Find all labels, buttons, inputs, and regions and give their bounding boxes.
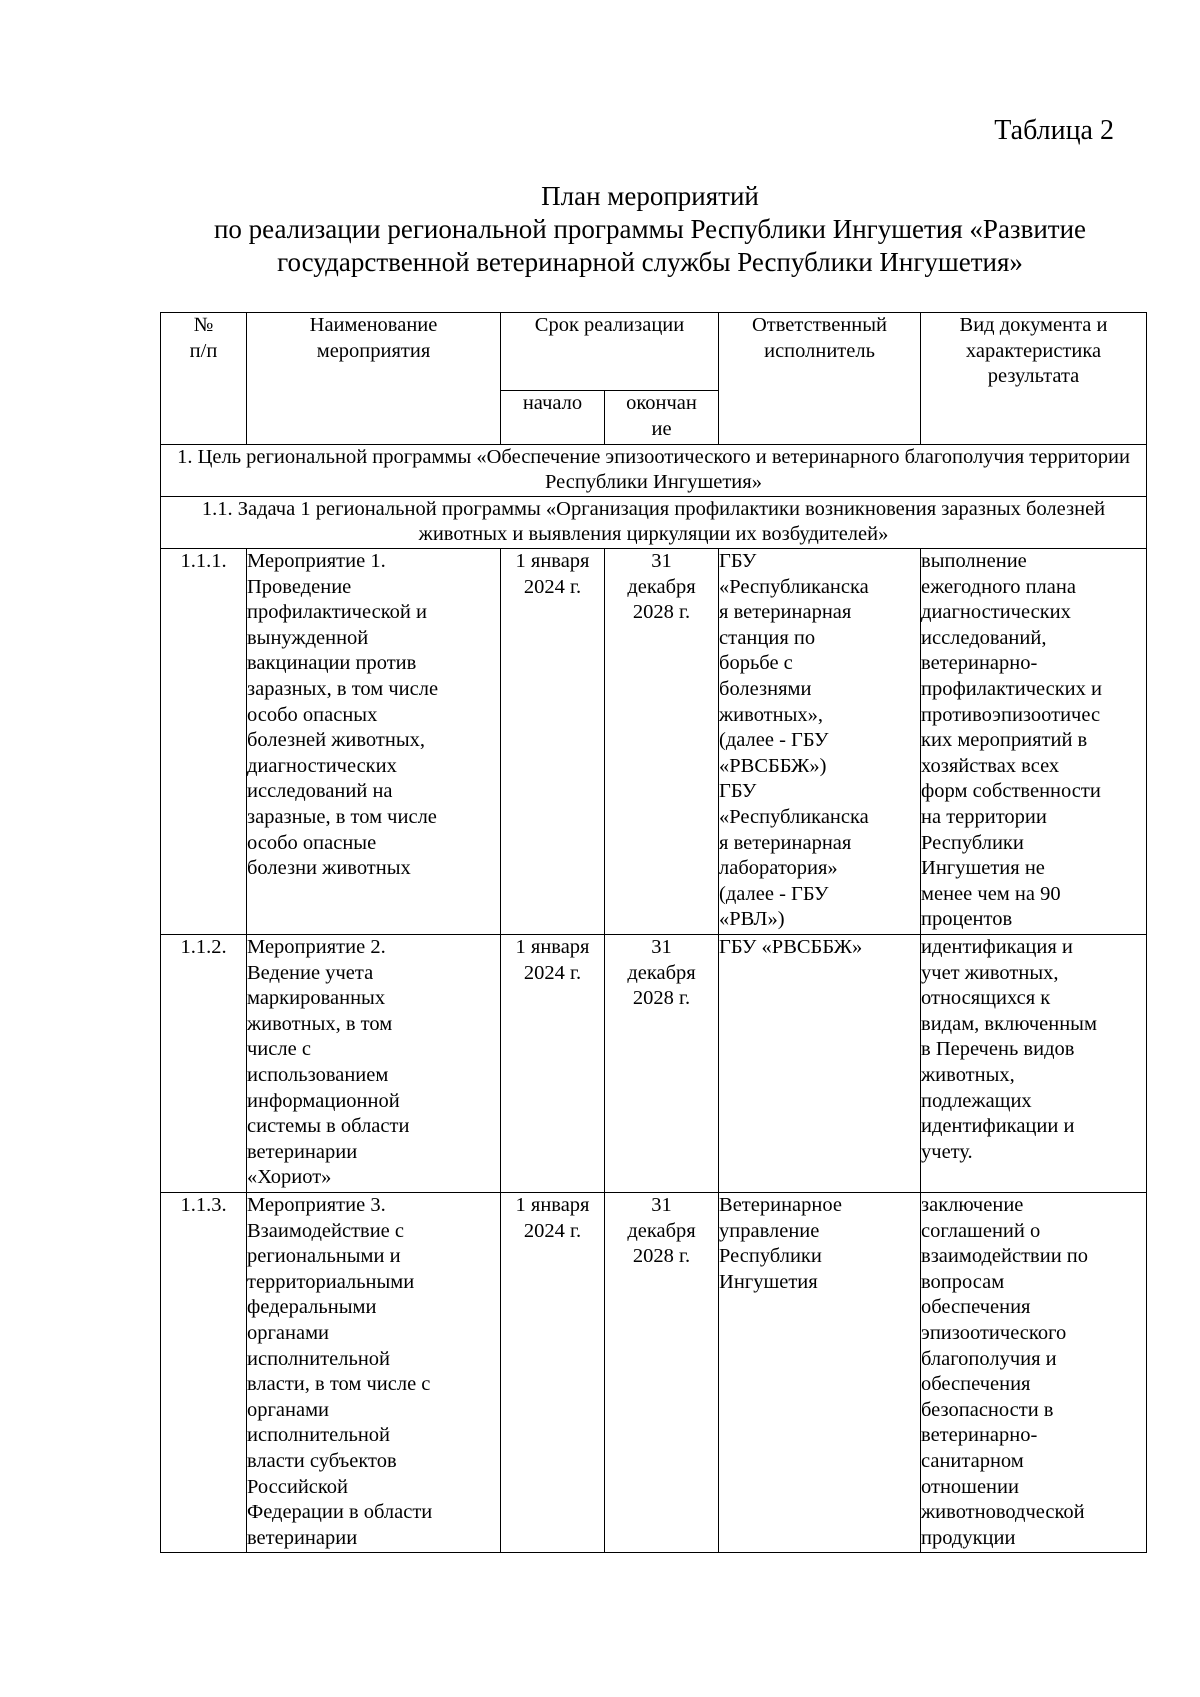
header-period: Срок реализации	[501, 313, 719, 391]
responsible-executor: ГБУ «Республиканска я ветеринарная станция по борьбе с болезнями животных», (далее - ГБУ «РВСББЖ») ГБУ «Республиканска я ветеринарная лаборатория» (далее - ГБУ «РВЛ»)	[719, 549, 921, 935]
header-name: Наименование мероприятия	[247, 313, 501, 445]
start-date: 1 января 2024 г.	[501, 1193, 605, 1553]
result-description: заключение соглашений о взаимодействии по вопросам обеспечения эпизоотического благополучия и обеспечения безопасности в ветеринарно- санитарном отношении животноводческой продукции	[921, 1193, 1147, 1553]
task-text: 1.1. Задача 1 региональной программы «Организация профилактики возникновения заразных болезней животных и выявления циркуляции их возбудителей»	[161, 497, 1147, 549]
goal-row	[161, 445, 1147, 497]
header-document: Вид документа и характеристика результата	[921, 313, 1147, 445]
task-row	[161, 497, 1147, 549]
document-title	[150, 180, 1150, 279]
table-row	[161, 549, 1147, 935]
header-row-top	[161, 313, 1147, 391]
header-executor: Ответственный исполнитель	[719, 313, 921, 445]
header-end: окончан ие	[605, 391, 719, 445]
row-number: 1.1.3.	[161, 1193, 247, 1553]
responsible-executor: Ветеринарное управление Республики Ингушетия	[719, 1193, 921, 1553]
action-plan-table	[160, 312, 1147, 1553]
end-date: 31 декабря 2028 г.	[605, 549, 719, 935]
table-row	[161, 935, 1147, 1193]
table-row	[161, 1193, 1147, 1553]
table-number-label: Таблица 2	[994, 115, 1114, 146]
start-date: 1 января 2024 г.	[501, 935, 605, 1193]
row-number: 1.1.2.	[161, 935, 247, 1193]
responsible-executor: ГБУ «РВСББЖ»	[719, 935, 921, 1193]
title-line-1: План мероприятий	[541, 181, 759, 211]
result-description: идентификация и учет животных, относящихся к видам, включенным в Перечень видов животных, подлежащих идентификации и учету.	[921, 935, 1147, 1193]
title-line-3: государственной ветеринарной службы Республики Ингушетия»	[277, 247, 1023, 277]
title-line-2: по реализации региональной программы Республики Ингушетия «Развитие	[213, 214, 1087, 244]
measure-name: Мероприятие 1. Проведение профилактической и вынужденной вакцинации против заразных, в том числе особо опасных болезней животных, диагностических исследований на заразные, в том числе особо опасные болезни животных	[247, 549, 501, 935]
start-date: 1 января 2024 г.	[501, 549, 605, 935]
end-date: 31 декабря 2028 г.	[605, 1193, 719, 1553]
goal-text: 1. Цель региональной программы «Обеспечение эпизоотического и ветеринарного благополучия территории Республики Ингушетия»	[161, 445, 1147, 497]
measure-name: Мероприятие 2. Ведение учета маркированных животных, в том числе с использованием информационной системы в области ветеринарии «Хориот»	[247, 935, 501, 1193]
row-number: 1.1.1.	[161, 549, 247, 935]
measure-name: Мероприятие 3. Взаимодействие с региональными и территориальными федеральными органами исполнительной власти, в том числе с органами исполнительной власти субъектов Российской Федерации в области ветеринарии	[247, 1193, 501, 1553]
header-start: начало	[501, 391, 605, 445]
end-date: 31 декабря 2028 г.	[605, 935, 719, 1193]
header-num: № п/п	[161, 313, 247, 445]
result-description: выполнение ежегодного плана диагностических исследований, ветеринарно- профилактических и противоэпизоотичес ких мероприятий в хозяйствах всех форм собственности на территории Республики Ингушетия не менее чем на 90 процентов	[921, 549, 1147, 935]
